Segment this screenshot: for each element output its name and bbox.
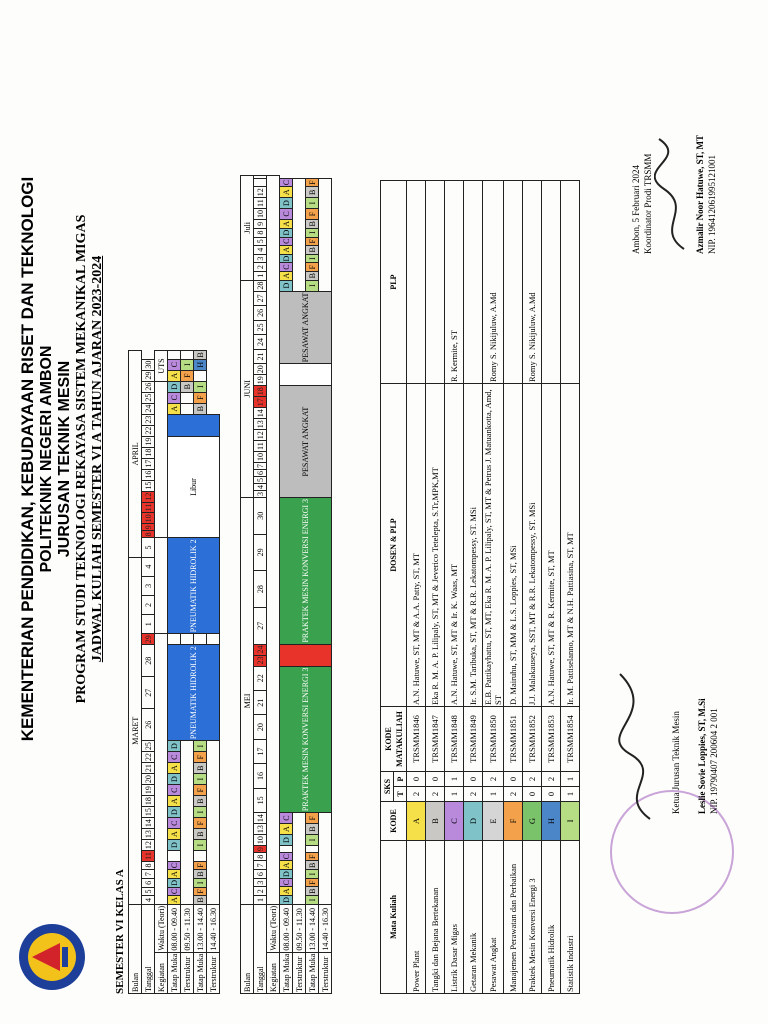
schedule-table-maret-april: Bulan MARET APRIL Tanggal 4 5 6 7 8 11 12 13 14 15 18 19 20 21 22 25 26 27 28 29 1 2 3 4 5 8 9 10 11 12 15 16 17 18 19 22 23 24 25 26 29 30 Kegiatan Waktu (Teori) UTS Tatap Muka 08.00 - 09.40 A C D A C D A C D A C D A C D PNEUMATIK HIDROLIK 2 PNEUMATIK HIDROLIK 2 Libur A C D A C Terstruktur 09.50 - 11.30 B F I Tatap Muka 13.00 - 14.40 B F I B F I B F I B F I B F I B F I H B Terstruktur 14.40 - 16.30 bbox=[130, 352, 218, 992]
sign-left-nip: NIP. 19790407 200604 2 001 bbox=[709, 708, 719, 814]
block-pneumatik-maret: PNEUMATIK HIDROLIK 2 bbox=[168, 645, 220, 741]
signature-block-right bbox=[630, 134, 718, 254]
block-praktek-mei-2: PRAKTEK MESIN KONVERSI ENERGI 3 bbox=[280, 497, 332, 644]
block-pesawat-angkat-2: PESAWAT ANGKAT bbox=[280, 291, 332, 364]
table-row: Praktek Mesin Konversi Energi 3 G 0 2 TRSMM1852 J.J. Malakauseya, SST, MT & R.R. Lekatompessy, ST. MSi Romy S. Nikijuluw, A.Md bbox=[523, 181, 542, 994]
table-row: Pneumatik Hidrolik H 0 2 TRSMM1853 A.N. Hatuwe, ST, MT & R. Kermite, ST, MT bbox=[542, 181, 561, 994]
semester-label: SEMESTER VI KELAS A bbox=[114, 869, 126, 994]
signature-block-left bbox=[670, 698, 720, 814]
month-april: APRIL bbox=[129, 351, 142, 557]
block-pneumatik-april: PNEUMATIK HIDROLIK 2 bbox=[168, 538, 220, 634]
header-program: PROGRAM STUDI TEKNOLOGI REKAYASA SISTEM MEKANIKAL MIGAS bbox=[74, 214, 90, 704]
month-juli: Juli bbox=[241, 175, 254, 280]
label-bulan: Bulan bbox=[129, 904, 142, 993]
sign-left-title: Ketua Jurusan Teknik Mesin bbox=[671, 711, 681, 814]
table-row: Listrik Dasar Migas C 1 1 TRSMM1848 A.N. Hatuwe, ST, MT & Ir. K. Waas, MT R. Kermite, ST bbox=[445, 181, 464, 994]
header-department: JURUSAN TEKNIK MESIN bbox=[55, 360, 73, 558]
header-schedule-title: JADWAL KULIAH SEMESTER VI A TAHUN AJARAN 2023-2024 bbox=[90, 255, 106, 663]
header-ministry: KEMENTERIAN PENDIDIKAN, KEBUDAYAAN RISET DAN TEKNOLOGI bbox=[18, 176, 37, 742]
uts-label: UTS bbox=[155, 351, 168, 381]
block-libur: Libur bbox=[168, 436, 220, 538]
sign-left-name: Leslie Sovie Loppies, ST, M.Si bbox=[697, 698, 707, 814]
sign-right-place-date: Ambon, 5 Februari 2024 bbox=[631, 165, 641, 254]
sign-right-nip: NIP. 196412061995121001 bbox=[707, 154, 717, 254]
schedule-table-mei-juni-juli: Bulan MEI JUNI Juli Tanggal 1 2 3 6 7 8 9 10 13 14 15 16 17 20 21 22 23 24 27 28 29 30 3 4 5 6 7 10 11 12 13 14 17 18 19 20 21 24 25 26 27 28 1 2 3 4 5 8 9 10 11 12 Kegiatan Waktu (Teori) Tatap Muka 08.00 - 09.40 D A C D A C D A C PRAKTEK MESIN KONVERSI ENERGI 3 PRAKTEK MESIN KONVERSI ENERGI 3 PESAWAT ANGKAT PESAWAT ANGKAT D A C D A C D A C D A C Terstruktur 09.50 - 11.30 Tatap Muka 13.00 - 14.40 I B F I B F I B F I B F I B F I B F I B F Terstruktur 14.40 - 16.30 bbox=[240, 175, 332, 994]
sign-right-title: Koordinator Prodi TRSMM bbox=[643, 153, 653, 254]
signature-right-icon bbox=[654, 134, 694, 254]
table-row: Manajemen Perawatan dan Perbaikan F 2 0 TRSMM1851 D. Mairuhu, ST, MM & L.S. Loppies, ST, MSi bbox=[504, 181, 523, 994]
table-row: Getaran Mekanik D 2 0 TRSMM1849 Ir. S.M. Taribuka, ST, MT & R.R. Lekatompessy, ST. MSi bbox=[464, 181, 483, 994]
month-maret: MARET bbox=[129, 557, 142, 904]
rotated-sheet bbox=[10, 4, 758, 1014]
document-header bbox=[18, 24, 107, 894]
table-row: Statistik Industri I 1 1 TRSMM1854 Ir. M. Pattiselanno, MT & N.H. Pattiasina, ST, MT bbox=[561, 181, 580, 994]
table-row: Power Plant A 2 0 TRSMM1846 A.N. Hatuwe, ST, MT & A.A. Patty, ST, MT bbox=[407, 181, 426, 994]
block-pesawat-angkat: PESAWAT ANGKAT bbox=[280, 386, 332, 498]
header-institution: POLITEKNIK NEGERI AMBON bbox=[37, 345, 55, 573]
signature-left-icon bbox=[610, 664, 670, 824]
label-tanggal: Tanggal bbox=[142, 904, 155, 993]
month-juni: JUNI bbox=[241, 280, 254, 497]
sign-right-name: Azmalir Noor Hatuwe, ST, MT bbox=[695, 135, 705, 254]
polnam-logo-icon bbox=[16, 920, 88, 994]
table-row: Pesawat Angkat E 1 2 TRSMM1850 E.B. Pattikayhattu, ST, MT, Eka R. M. A. P. Lilipaly, ST, MT & Petrus J. Matuankotta, Amd, ST Romy S. Nikijuluw, A.Md bbox=[483, 181, 504, 994]
course-table: Mata Kuliah KODE SKS KODE MATAKULIAH DOSEN & PLP PLP T P Power Plant A 2 0 TRSMM1846 A.N. Hatuwe, ST, MT & A.A. Patty, ST, MT Tangki dan Bejana Bertekanan B 2 0 TRSMM1847 Eka R. M. A. P. Lilipaly, ST, MT & Jeverico Tetelepta, S.Tr,MPK,MT Listrik Dasar Migas C 1 1 TRSMM1848 A.N. Hatuwe, ST, MT & Ir. K. Waas, MT R. Kermite, ST Getaran Mekanik D 2 0 TRSMM1849 Ir. S.M. Taribuka, ST, MT & R.R. Lekatompessy, ST. MSi Pesawat Angkat E 1 2 TRSMM1850 E.B. Pattikayhattu, ST, MT, Eka R. M. A. P. Lilipaly, ST, MT & Petrus J. Matuankotta, Amd, ST Romy S. Nikijuluw, A.Md Manajemen Perawatan dan Perbaikan F 2 0 TRSMM1851 D. Mairuhu, ST, MM & L.S. Loppies, ST, MSi Praktek Mesin Konversi Energi 3 G 0 2 TRSMM1852 J.J. Malakauseya, SST, MT & R.R. Lekatompessy, ST. MSi Romy S. Nikijuluw, A.Md Pneumatik Hidrolik H 0 2 TRSMM1853 A.N. Hatuwe, ST, MT & R. Kermite, ST, MT Statistik Industri I 1 1 TRSMM1854 Ir. M. Pattiselanno, MT & N.H. Pattiasina, ST, MT bbox=[380, 180, 580, 994]
table-row: Tangki dan Bejana Bertekanan B 2 0 TRSMM1847 Eka R. M. A. P. Lilipaly, ST, MT & Jeverico Tetelepta, S.Tr,MPK,MT bbox=[426, 181, 445, 994]
month-mei: MEI bbox=[241, 497, 254, 904]
block-praktek-mei: PRAKTEK MESIN KONVERSI ENERGI 3 bbox=[280, 666, 332, 813]
